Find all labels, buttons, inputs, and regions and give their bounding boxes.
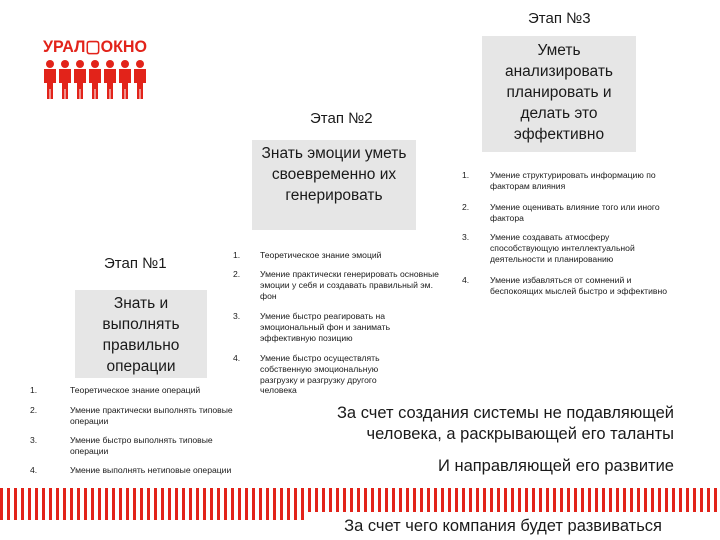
svg-text:УРАЛ▢ОКНО: УРАЛ▢ОКНО — [43, 37, 147, 56]
ural-okno-logo — [40, 32, 150, 102]
stage3-title: Этап №3 — [528, 10, 591, 27]
statement-line3: За счет чего компания будет развиваться — [344, 517, 662, 535]
stage2-title: Этап №2 — [310, 110, 373, 127]
statement-line2: И направляющей его развитие — [390, 456, 674, 477]
stage3-box: Уметь анализировать планировать и делать это эффективно — [482, 36, 636, 152]
person-icon — [44, 60, 56, 99]
stage2-box: Знать эмоции уметь своевременно их генерировать — [252, 140, 416, 230]
stage1-box: Знать и выполнять правильно операции — [75, 290, 207, 378]
statement-line1: За счет создания системы не подавляющей человека, а раскрывающей его таланты — [336, 404, 674, 443]
stage1-title: Этап №1 — [104, 255, 167, 272]
